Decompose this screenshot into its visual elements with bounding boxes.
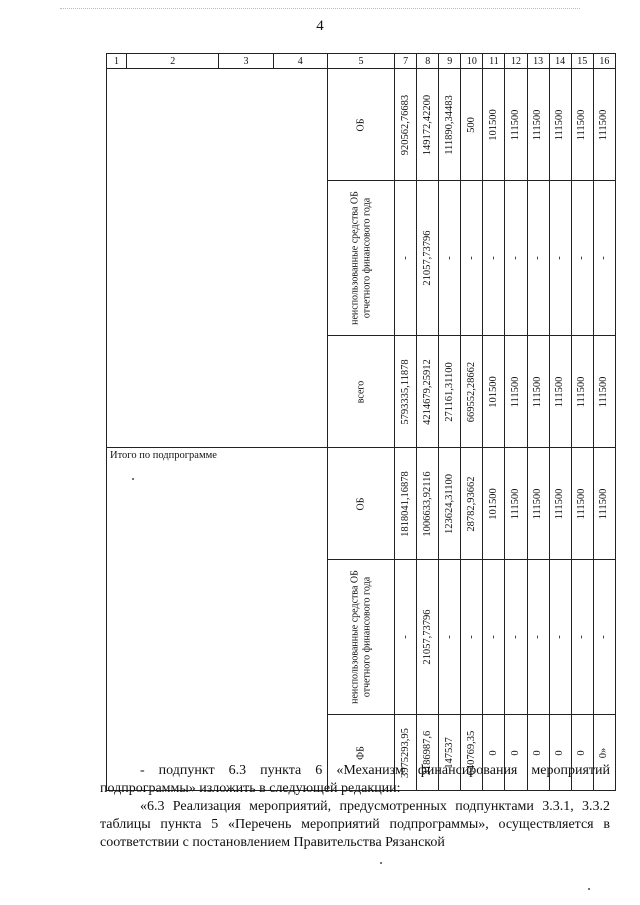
row-category: неиспользованные средства ОБ отчетного финансового года: [349, 191, 372, 325]
cell-value: 111890,34483: [443, 94, 455, 155]
cell-value: 4214679,25912: [421, 358, 433, 425]
cell-value: 920562,76683: [399, 94, 411, 155]
row-category-cell: [327, 336, 394, 448]
paragraph-amendment: - подпункт 6.3 пункта 6 «Механизм финансирования мероприятий подпрограммы» изложить в следующей редакции:: [100, 763, 610, 796]
cell-value: -: [598, 635, 610, 639]
cell-value: 101500: [487, 375, 499, 408]
row-category: всего: [355, 380, 367, 403]
value-cell: [461, 181, 483, 336]
cell-value: 669552,28662: [465, 361, 477, 422]
value-cell: [395, 448, 417, 560]
value-cell: [439, 448, 461, 560]
value-cell: [527, 181, 549, 336]
row-category-cell: [327, 69, 394, 181]
cell-value: -: [465, 256, 477, 260]
cell-value: 111500: [576, 109, 588, 140]
cell-value: 111500: [598, 376, 610, 407]
scan-speck: [588, 888, 590, 890]
value-cell: [527, 560, 549, 715]
cell-value: 111500: [532, 109, 544, 140]
cell-value: 0»: [598, 747, 610, 758]
table-row: [107, 69, 616, 181]
column-number-3: 3: [219, 54, 273, 69]
cell-value: -: [554, 635, 566, 639]
column-number-7: 8: [417, 54, 439, 69]
cell-value: 111500: [509, 376, 521, 407]
value-cell: [483, 181, 505, 336]
value-cell: [593, 448, 615, 560]
row-category: ОБ: [355, 497, 367, 510]
value-cell: [593, 69, 615, 181]
value-cell: [571, 560, 593, 715]
value-cell: [549, 69, 571, 181]
cell-value: 123624,31100: [443, 473, 455, 534]
value-cell: [483, 448, 505, 560]
value-cell: [549, 181, 571, 336]
page-top-rule: [60, 8, 580, 9]
value-cell: [439, 69, 461, 181]
value-cell: [593, 336, 615, 448]
cell-value: 1818041,16878: [399, 470, 411, 537]
row-category-cell: [327, 560, 394, 715]
cell-value: 1006633,92116: [421, 470, 433, 537]
value-cell: [505, 181, 527, 336]
cell-value: 101500: [487, 108, 499, 141]
value-cell: [505, 69, 527, 181]
cell-value: 3186987,6: [421, 730, 433, 775]
value-cell: [439, 336, 461, 448]
cell-value: -: [399, 635, 411, 639]
column-number-13: 14: [549, 54, 571, 69]
value-cell: [417, 448, 439, 560]
cell-value: 3975293,95: [399, 727, 411, 778]
column-number-6: 7: [395, 54, 417, 69]
value-cell: [461, 336, 483, 448]
cell-value: 111500: [554, 376, 566, 407]
cell-value: 147537: [443, 736, 455, 769]
cell-value: 0: [532, 749, 544, 756]
column-number-10: 11: [483, 54, 505, 69]
value-cell: [571, 448, 593, 560]
cell-value: -: [554, 256, 566, 260]
value-cell: [395, 560, 417, 715]
cell-value: -: [443, 635, 455, 639]
row-category: ОБ: [355, 118, 367, 131]
cell-value: 111500: [576, 376, 588, 407]
value-cell: [505, 560, 527, 715]
value-cell: [417, 69, 439, 181]
value-cell: [593, 560, 615, 715]
cell-value: 0: [554, 749, 566, 756]
cell-value: 111500: [598, 488, 610, 519]
cell-value: 111500: [509, 488, 521, 519]
cell-value: 0: [576, 749, 588, 756]
value-cell: [527, 336, 549, 448]
value-cell: [527, 69, 549, 181]
value-cell: [571, 336, 593, 448]
cell-value: -: [399, 256, 411, 260]
empty-label-cell: [107, 69, 328, 448]
cell-value: -: [487, 635, 499, 639]
value-cell: [571, 181, 593, 336]
value-cell: [483, 336, 505, 448]
value-cell: [439, 560, 461, 715]
cell-value: -: [532, 635, 544, 639]
value-cell: [549, 560, 571, 715]
table-row: [107, 448, 616, 560]
column-number-14: 15: [571, 54, 593, 69]
cell-value: 0: [487, 749, 499, 756]
cell-value: 101500: [487, 487, 499, 520]
value-cell: [549, 336, 571, 448]
value-cell: [571, 69, 593, 181]
value-cell: [395, 181, 417, 336]
cell-value: -: [509, 635, 521, 639]
page-number: 4: [316, 18, 324, 34]
cell-value: 111500: [554, 109, 566, 140]
value-cell: [505, 448, 527, 560]
cell-value: 111500: [576, 488, 588, 519]
cell-value: 5793335,11878: [399, 358, 411, 425]
value-cell: [483, 560, 505, 715]
cell-value: -: [576, 635, 588, 639]
subprogram-total-label-cell: [107, 448, 328, 791]
cell-value: -: [576, 256, 588, 260]
financing-table: [106, 53, 616, 791]
value-cell: [461, 448, 483, 560]
cell-value: 640769,35: [465, 730, 477, 775]
cell-value: 271161,31100: [443, 361, 455, 422]
cell-value: -: [487, 256, 499, 260]
column-number-2: 2: [127, 54, 219, 69]
value-cell: [439, 181, 461, 336]
value-cell: [395, 336, 417, 448]
scan-speck: [132, 478, 134, 480]
value-cell: [549, 448, 571, 560]
value-cell: [395, 69, 417, 181]
value-cell: [461, 560, 483, 715]
cell-value: -: [443, 256, 455, 260]
cell-value: 149172,42200: [421, 94, 433, 155]
cell-value: -: [598, 256, 610, 260]
subprogram-total-label: Итого по подпрограмме: [110, 450, 217, 461]
column-number-4: 4: [273, 54, 327, 69]
cell-value: 111500: [532, 488, 544, 519]
cell-value: 0: [509, 749, 521, 756]
column-number-12: 13: [527, 54, 549, 69]
cell-value: 111500: [554, 488, 566, 519]
column-number-9: 10: [461, 54, 483, 69]
cell-value: 111500: [509, 109, 521, 140]
value-cell: [527, 448, 549, 560]
column-number-1: 1: [107, 54, 127, 69]
row-category: ФБ: [355, 745, 367, 760]
column-number-15: 16: [593, 54, 615, 69]
cell-value: 21057,73796: [421, 230, 433, 286]
column-number-8: 9: [439, 54, 461, 69]
value-cell: [483, 69, 505, 181]
column-number-11: 12: [505, 54, 527, 69]
value-cell: [461, 69, 483, 181]
value-cell: [417, 336, 439, 448]
cell-value: 111500: [598, 109, 610, 140]
cell-value: 21057,73796: [421, 609, 433, 665]
scan-speck: [380, 862, 382, 864]
value-cell: [505, 336, 527, 448]
value-cell: [417, 181, 439, 336]
row-category: неиспользованные средства ОБ отчетного финансового года: [349, 570, 372, 704]
cell-value: 28782,93662: [465, 475, 477, 532]
cell-value: -: [509, 256, 521, 260]
column-number-5: 5: [327, 54, 394, 69]
value-cell: [417, 560, 439, 715]
column-number-row: [107, 54, 616, 69]
paragraph-section-6-3: «6.3 Реализация мероприятий, предусмотренных подпунктами 3.3.1, 3.3.2 таблицы пункта 5 «Перечень мероприятий подпрограммы», осуществляется в соответствии с постановлением Правительства Рязанской: [100, 799, 610, 850]
cell-value: -: [532, 256, 544, 260]
cell-value: 111500: [532, 376, 544, 407]
row-category-cell: [327, 448, 394, 560]
cell-value: -: [465, 635, 477, 639]
value-cell: [593, 181, 615, 336]
cell-value: 500: [465, 116, 477, 133]
row-category-cell: [327, 181, 394, 336]
